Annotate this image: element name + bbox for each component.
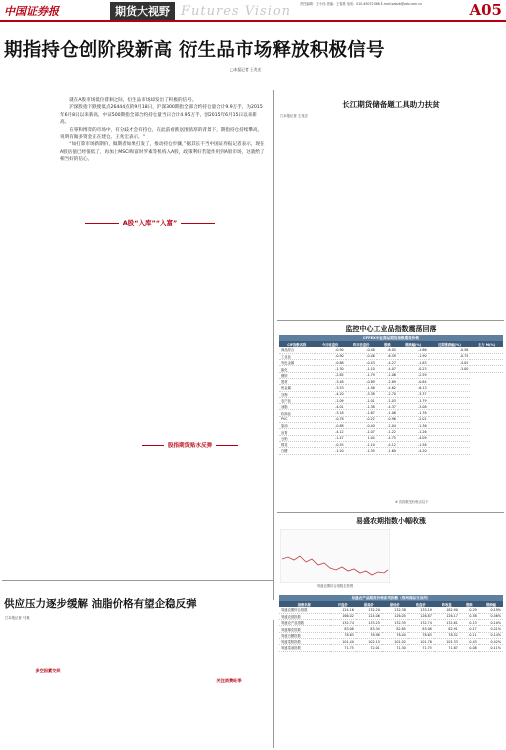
table-cell: -3.48 — [315, 378, 346, 384]
table-cell: 0.11% — [479, 645, 503, 651]
lead-paragraphs — [60, 97, 266, 164]
table-cell: -0.89 — [346, 378, 377, 384]
table-cell: -1.67 — [346, 410, 377, 416]
table-cell: -6.13 — [398, 385, 429, 391]
column-title-en: Futures Vision — [181, 3, 292, 19]
rule — [181, 223, 215, 224]
table-cell: -1.38 — [346, 404, 377, 410]
egg-column-header: 昨收盘 — [434, 601, 460, 607]
article-column-6 — [186, 452, 272, 576]
supply-byline: □本报记者 马爽 — [5, 616, 30, 620]
table-cell: -4.20 — [315, 391, 346, 397]
table-cell: -2.65 — [315, 372, 346, 378]
table-cell: -1.76 — [398, 410, 429, 416]
row-label: 谷物 — [279, 391, 315, 397]
table-cell: -0.96 — [377, 416, 398, 422]
table-cell: 126.87 — [408, 613, 434, 619]
table-cell: -4.20 — [398, 448, 429, 454]
egg-index-chart — [280, 529, 390, 583]
table-cell: -1.03 — [377, 397, 398, 403]
table-cell: -0.22 — [346, 416, 377, 422]
table-cell: 0.10% — [479, 620, 503, 626]
table-cell: 0.08 — [460, 645, 479, 651]
row-label: 白糖 — [279, 448, 315, 454]
section-heading-a-share — [30, 218, 270, 227]
table-cell: -1.07 — [346, 429, 377, 435]
table-cell: 0.43 — [460, 638, 479, 644]
table-cell: -3.53 — [315, 385, 346, 391]
row-label: 商品综合 — [279, 347, 315, 353]
table-cell: 166.02 — [330, 613, 356, 619]
table-cell: -0.23 — [398, 366, 429, 372]
row-label: 易盛菜粕指数 — [279, 638, 330, 644]
table-cell: -1.63 — [398, 360, 429, 366]
table-cell: 0.14% — [479, 632, 503, 638]
yangtze-headline: 长江期货储备题工具助力扶贫 — [342, 100, 440, 109]
table-cell: 71.75 — [408, 645, 434, 651]
monitor-column-header: 涨跌幅(%) — [398, 341, 429, 347]
table-cell: -0.55 — [315, 441, 346, 447]
table-cell: -4.07 — [377, 366, 398, 372]
table-cell: 83.08 — [408, 626, 434, 632]
table-cell: 71.67 — [434, 645, 460, 651]
table-cell: -1.10 — [346, 441, 377, 447]
table-cell: 133.25 — [356, 620, 382, 626]
table-cell: -6.59 — [377, 353, 398, 359]
article-column-3 — [186, 232, 272, 444]
egg-headline: 易盛农期指数小幅收涨 — [356, 517, 426, 525]
table-cell: -1.22 — [377, 429, 398, 435]
table-cell: -0.75 — [429, 353, 471, 359]
monitor-column-header: 涨跌 — [377, 341, 398, 347]
monitor-headline: 监控中心工业品指数震荡回落 — [345, 325, 437, 333]
table-cell: -4.05 — [429, 360, 471, 366]
row-label: 有色金属 — [279, 360, 315, 366]
table-cell: 101.76 — [408, 638, 434, 644]
table-cell: -3.18 — [315, 410, 346, 416]
table-cell: -1.47 — [315, 435, 346, 441]
table-cell: 126.17 — [434, 613, 460, 619]
table-cell: -1.06 — [377, 410, 398, 416]
article-divider — [2, 580, 273, 581]
table-cell: 132.74 — [408, 620, 434, 626]
table-cell: 132.38 — [382, 607, 408, 613]
column-divider — [273, 620, 274, 748]
table-cell: -1.35 — [346, 448, 377, 454]
table-cell: -4.12 — [377, 441, 398, 447]
section-title: 股指期货贴水反弹 — [167, 443, 212, 449]
table-cell: -4.27 — [377, 360, 398, 366]
table-cell: -1.79 — [346, 372, 377, 378]
table-cell: -0.68 — [315, 360, 346, 366]
table-cell: -1.79 — [398, 397, 429, 403]
supply-column-3 — [186, 622, 272, 750]
table-cell: -1.58 — [398, 441, 429, 447]
egg-column-header: 最低价 — [382, 601, 408, 607]
table-cell: 78.63 — [408, 632, 434, 638]
egg-column-header: 开盘价 — [330, 601, 356, 607]
table-cell: -2.70 — [377, 391, 398, 397]
table-cell: 82.91 — [434, 626, 460, 632]
monitor-table — [279, 335, 503, 455]
table-cell: -0.90 — [315, 347, 346, 353]
egg-article-column-1 — [280, 653, 390, 748]
table-cell: -0.90 — [315, 353, 346, 359]
table-cell: 82.85 — [382, 626, 408, 632]
newspaper-logo: 中国证券报 — [4, 5, 59, 18]
table-cell: 78.98 — [356, 632, 382, 638]
table-cell: -6.05 — [377, 347, 398, 353]
table-cell: -0.48 — [346, 347, 377, 353]
row-label: 易盛农产品指数 — [279, 620, 330, 626]
table-cell: 126.05 — [382, 613, 408, 619]
table-cell: 132.35 — [382, 620, 408, 626]
subhead-text: 多空因素交织 — [35, 668, 61, 673]
table-cell: -1.56 — [346, 385, 377, 391]
egg-column-header: 涨跌 — [460, 601, 479, 607]
table-cell: 182.90 — [434, 607, 460, 613]
table-row — [279, 645, 503, 651]
table-cell: 101.40 — [330, 638, 356, 644]
row-label: 贵金属 — [279, 385, 315, 391]
row-label: 易盛农期综合指数 — [279, 607, 330, 613]
table-cell: 71.30 — [382, 645, 408, 651]
table-cell: 0.19% — [479, 607, 503, 613]
article-column-1 — [5, 232, 91, 444]
article-column-2 — [95, 232, 181, 444]
table-cell: -1.10 — [346, 366, 377, 372]
row-label: 豆粕 — [279, 435, 315, 441]
lead-paragraph: 在零和博弈的市场中，有分歧才会有持仓，在此前看跌氛围浓厚的背景下，期指持仓持续攀高，说明有做多资金正在建仓。王兆宏表示，“ — [60, 127, 263, 141]
main-headline: 期指持仓创阶段新高 衍生品市场释放积极信号 — [4, 40, 385, 61]
table-cell: 132.61 — [434, 620, 460, 626]
monitor-column-header: 昨日收盘价 — [346, 341, 377, 347]
row-label: 易盛菜油指数 — [279, 645, 330, 651]
table-cell: -3.00 — [429, 366, 471, 372]
column-title: 期货大视野 — [110, 2, 175, 20]
table-cell: 0.58 — [460, 613, 479, 619]
table-cell: 72.01 — [356, 645, 382, 651]
table-cell: -0.64 — [398, 378, 429, 384]
table-cell: -1.36 — [398, 423, 429, 429]
row-label: 农产品 — [279, 397, 315, 403]
row-label: 原油 — [279, 423, 315, 429]
table-cell: -0.46 — [346, 353, 377, 359]
table-cell: 0.21% — [479, 626, 503, 632]
table-cell: 78.52 — [434, 632, 460, 638]
section-heading-index-spread — [110, 441, 270, 449]
monitor-column-header: CIF指数名称 — [279, 341, 315, 347]
table-cell: 0.46% — [479, 613, 503, 619]
table-cell — [470, 366, 503, 372]
article-divider — [277, 320, 504, 321]
supply-headline: 供应压力逐步缓解 油脂价格有望企稳反弹 — [4, 598, 197, 610]
article-column-4 — [5, 452, 91, 576]
table-cell: -3.37 — [398, 391, 429, 397]
table-cell: -0.43 — [346, 360, 377, 366]
column-divider — [273, 90, 274, 600]
lead-paragraph: “如打算市场新期价，做期者如果打发了，推动持仓步骤，”据其长不当中国证券报记者表示，现在A股估值已经很低了，再加上MSCI和富时罗素等机构入A股，政策利好若能作用到A股市场，这就给了相当好的信心。 — [60, 142, 265, 163]
table-cell: -4.09 — [398, 435, 429, 441]
row-label: 易盛农基指数 — [279, 613, 330, 619]
editor-info: 责任编辑：王小伟 美编：王春燕 电话：010-63072368 E-mail:zzbzb@zzb.com.cn — [300, 2, 422, 6]
yangtze-column-2 — [393, 119, 502, 319]
table-cell: -1.30 — [315, 366, 346, 372]
table-cell: 0.17 — [460, 626, 479, 632]
yangtze-column-1 — [280, 119, 388, 319]
egg-column — [393, 529, 502, 589]
egg-column-header: 指数名称 — [279, 601, 330, 607]
egg-chart-caption: 易盛农期综合指数走势图 — [316, 584, 354, 588]
table-cell: 1.04 — [346, 435, 377, 441]
table-cell: -1.60 — [377, 448, 398, 454]
row-label: 工业品 — [279, 353, 315, 359]
yangtze-byline: □本报记者 王兆宏 — [280, 114, 309, 118]
table-cell: 101.33 — [434, 638, 460, 644]
table-cell: -1.66 — [398, 347, 429, 353]
table-cell: -4.37 — [377, 404, 398, 410]
table-cell: 83.08 — [330, 626, 356, 632]
table-cell: 0.42% — [479, 638, 503, 644]
monitor-column-2 — [393, 448, 502, 518]
table-cell: -3.08 — [398, 404, 429, 410]
row-label: 棉花 — [279, 441, 315, 447]
table-cell: 132.74 — [330, 620, 356, 626]
table-cell: 124.16 — [330, 607, 356, 613]
table-cell: -4.75 — [377, 435, 398, 441]
table-cell: 78.63 — [330, 632, 356, 638]
row-label: 沥青 — [279, 429, 315, 435]
row-label: 钢铁 — [279, 372, 315, 378]
row-label: 易盛棉花指数 — [279, 626, 330, 632]
monitor-column-1 — [280, 448, 390, 518]
table-cell: 133.19 — [408, 607, 434, 613]
monitor-column-header: 今日收盘价 — [315, 341, 346, 347]
table-cell: -4.62 — [377, 385, 398, 391]
table-cell: -2.59 — [398, 372, 429, 378]
table-cell: -3.38 — [346, 391, 377, 397]
table-cell: -0.58 — [429, 347, 471, 353]
table-cell: -2.89 — [377, 378, 398, 384]
row-label: PVC — [279, 416, 315, 422]
section-title: A股“入库”“入富” — [122, 219, 178, 227]
table-cell: -1.26 — [398, 429, 429, 435]
table-cell: 78.40 — [382, 632, 408, 638]
table-cell: -1.06 — [377, 372, 398, 378]
table-cell: -4.12 — [315, 429, 346, 435]
table-cell: 0.29 — [460, 607, 479, 613]
supply-column-1 — [5, 622, 91, 750]
chart-frame — [280, 529, 390, 583]
egg-column-header: 最高价 — [356, 601, 382, 607]
table-cell: 124.06 — [356, 613, 382, 619]
row-label: 建材 — [279, 378, 315, 384]
egg-column-header: 涨跌幅 — [479, 601, 503, 607]
article-divider — [277, 512, 504, 513]
table-cell: -2.01 — [398, 416, 429, 422]
column-banner — [110, 1, 291, 21]
table-cell: -0.88 — [315, 423, 346, 429]
table-cell: -2.04 — [377, 423, 398, 429]
monitor-column-header: 近期涨跌幅(%) — [429, 341, 471, 347]
article-column-5 — [95, 452, 181, 576]
table-cell: -0.78 — [315, 416, 346, 422]
table-cell: -1.20 — [315, 448, 346, 454]
row-label: 易盛白糖指数 — [279, 632, 330, 638]
rule — [85, 223, 119, 224]
rule — [142, 445, 164, 446]
table-cell: 132.20 — [356, 607, 382, 613]
egg-column-header: 收盘价 — [408, 601, 434, 607]
table-cell: 0.11 — [460, 632, 479, 638]
row-label: 能化 — [279, 366, 315, 372]
egg-table-caption: 易盛农产品期货价格系列指数（郑州商品交易所） — [279, 595, 503, 601]
subhead-text: 关注消费旺季 — [216, 678, 242, 683]
table-cell: 101.02 — [382, 638, 408, 644]
table-cell: -1.01 — [346, 397, 377, 403]
supply-column-2 — [95, 622, 181, 750]
page-number: A05 — [469, 1, 502, 19]
table-cell: -1.90 — [398, 353, 429, 359]
table-cell: 0.13 — [460, 620, 479, 626]
table-cell: 102.15 — [356, 638, 382, 644]
main-byline: □本报记者 王兆宏 — [230, 67, 262, 72]
table-cell: -4.01 — [315, 404, 346, 410]
masthead — [0, 0, 506, 22]
egg-table — [279, 595, 503, 652]
table-cell: 83.34 — [356, 626, 382, 632]
table-cell: -0.40 — [346, 423, 377, 429]
table-cell: -1.09 — [315, 397, 346, 403]
egg-article-column-2 — [393, 653, 502, 748]
row-label: 软商品 — [279, 410, 315, 416]
monitor-column-header: 主力 M(%) — [470, 341, 503, 347]
lead-paragraph: 就在A股市场低位徘徊之际，衍生品市场却发出了积极的信号。 — [69, 98, 197, 103]
table-cell: 71.75 — [330, 645, 356, 651]
lead-paragraph: 沪深股指下跌使低点26444点的9月18日，沪深300期指全部合约持仓量合计9.9万手，为2015年6月8日以来新高，中证500期指全部合约持仓量当日合计4.95万手，创2015年6月15日以来新高。 — [60, 105, 263, 126]
monitor-table-caption: CFFEX中证商品期货指数期货价格 — [279, 335, 503, 341]
row-label: 油脂 — [279, 404, 315, 410]
rule — [216, 445, 238, 446]
monitor-note: ※ 各指数见价格点以下 — [395, 500, 429, 504]
